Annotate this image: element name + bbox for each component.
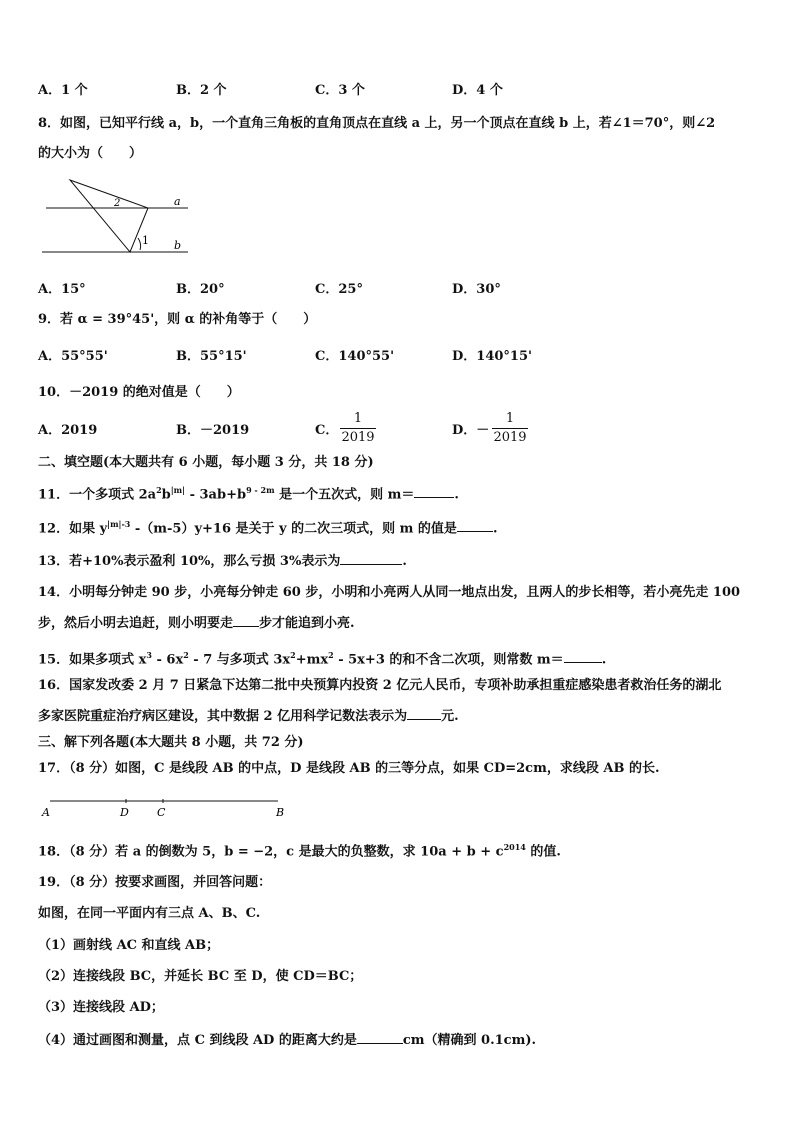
q10-option-d-prefix: D．－ (452, 423, 490, 438)
fraction-denominator: 2019 (493, 430, 527, 445)
q19-step-2: （2）连接线段 BC，并延长 BC 至 D，使 CD＝BC； (38, 969, 363, 984)
point-c-label: C (157, 806, 166, 819)
q8-option-a: A．15° (38, 282, 86, 297)
angle-1-arc (138, 238, 141, 250)
point-b-label: B (276, 806, 285, 819)
q15: 15．如果多项式 $x^3 - 6x^2 - 7$ 与多项式 $3x^2+mx^2 - 5x+3$ 的和不含二次项，则常数 m＝ . (38, 650, 607, 668)
q10-option-d-fraction (492, 411, 528, 446)
fraction-numerator: 1 (353, 411, 363, 426)
q19-step-4: （4）通过画图和测量，点 C 到线段 AD 的距离大约是 cm（精确到 0.1cm). (38, 1033, 537, 1048)
q10-stem: 10．－2019 的绝对值是（ ） (38, 385, 240, 400)
q19-step-1: （1）画射线 AC 和直线 AB； (38, 938, 220, 953)
q16-answer-blank (407, 707, 441, 720)
q8-option-d: D．30° (452, 282, 501, 297)
fraction-denominator: 2019 (341, 430, 375, 445)
section-3-heading: 三、解下列各题(本大题共 8 小题，共 72 分) (38, 735, 304, 750)
q14-line1: 14．小明每分钟走 90 步，小亮每分钟走 60 步，小明和小亮两人从同一地点出发，且两人的步长相等，若小亮先走 100 (38, 585, 741, 600)
q18: 18．（8 分）若 a 的倒数为 5，b = −2，c 是最大的负整数，求 $10a + b + c^{2014}$ 的值. (38, 842, 561, 860)
triangle-ruler (70, 180, 148, 252)
point-a-label: A (42, 806, 50, 819)
q10-option-a: A．2019 (38, 423, 98, 438)
q9-option-d: D．140°15' (452, 349, 532, 364)
q16-line2: 多家医院重症治疗病区建设，其中数据 2 亿用科学记数法表示为 元. (38, 709, 459, 724)
q15-answer-blank (564, 650, 602, 663)
q14-line2: 步，然后小明去追赶，则小明要走 步才能追到小亮. (38, 616, 355, 631)
q9-option-b: B．55°15' (176, 349, 247, 364)
q19-step-3: （3）连接线段 AD； (38, 1000, 164, 1015)
q19-title: 19．（8 分）按要求画图，并回答问题： (38, 875, 272, 890)
label-1: 1 (142, 234, 149, 247)
q17-figure (38, 794, 298, 822)
q11: 11．一个多项式 $2a^2b^{|m|} - 3ab+b^{9 - 2m}$ 是一个五次式，则 m＝ . (38, 485, 459, 503)
section-2-heading: 二、填空题(本大题共有 6 小题，每小题 3 分，共 18 分) (38, 455, 374, 470)
prev-option-a: A．1 个 (38, 83, 88, 98)
q10-option-c-prefix: C． (315, 423, 339, 438)
prev-option-d: D．4 个 (452, 83, 503, 98)
q14-answer-blank (233, 614, 259, 627)
point-d-label: D (120, 806, 129, 819)
q9-option-c: C．140°55' (315, 349, 395, 364)
q8-stem-line2: 的大小为（ ） (38, 146, 143, 161)
q19-intro: 如图，在同一平面内有三点 A、B、C. (38, 906, 261, 921)
q8-option-b: B．20° (176, 282, 225, 297)
q13-answer-blank (340, 552, 402, 565)
q13: 13．若+10%表示盈利 10%，那么亏损 3%表示为 . (38, 554, 407, 569)
q12-answer-blank (457, 519, 493, 532)
prev-option-c: C．3 个 (315, 83, 365, 98)
label-b: b (174, 239, 182, 252)
label-a: a (174, 195, 181, 208)
prev-option-b: B．2 个 (176, 83, 227, 98)
label-2: 2 (114, 198, 121, 209)
q9-stem: 9．若 α = 39°45'，则 α 的补角等于（ ） (38, 312, 317, 327)
q11-answer-blank (414, 485, 454, 498)
q16-line1: 16．国家发改委 2 月 7 日紧急下达第二批中央预算内投资 2 亿元人民币，专项补助承担重症感染患者救治任务的湖北 (38, 678, 722, 693)
q10-option-c-fraction (340, 411, 376, 446)
q9-option-a: A．55°55' (38, 349, 108, 364)
q8-figure (38, 172, 198, 258)
q10-option-b: B．－2019 (176, 423, 250, 438)
q8-stem-line1: 8．如图，已知平行线 a，b，一个直角三角板的直角顶点在直线 a 上，另一个顶点在直线 b 上，若∠1＝70°，则∠2 (38, 116, 716, 131)
fraction-numerator: 1 (505, 411, 515, 426)
q8-option-c: C．25° (315, 282, 363, 297)
q19-answer-blank (357, 1031, 403, 1044)
q17-stem: 17．（8 分）如图，C 是线段 AB 的中点，D 是线段 AB 的三等分点，如果 CD=2cm，求线段 AB 的长. (38, 761, 660, 776)
q12: 12．如果 $y^{|m|-3}$ -（m-5）y+16 是关于 y 的二次三项式，则 m 的值是 . (38, 519, 498, 537)
